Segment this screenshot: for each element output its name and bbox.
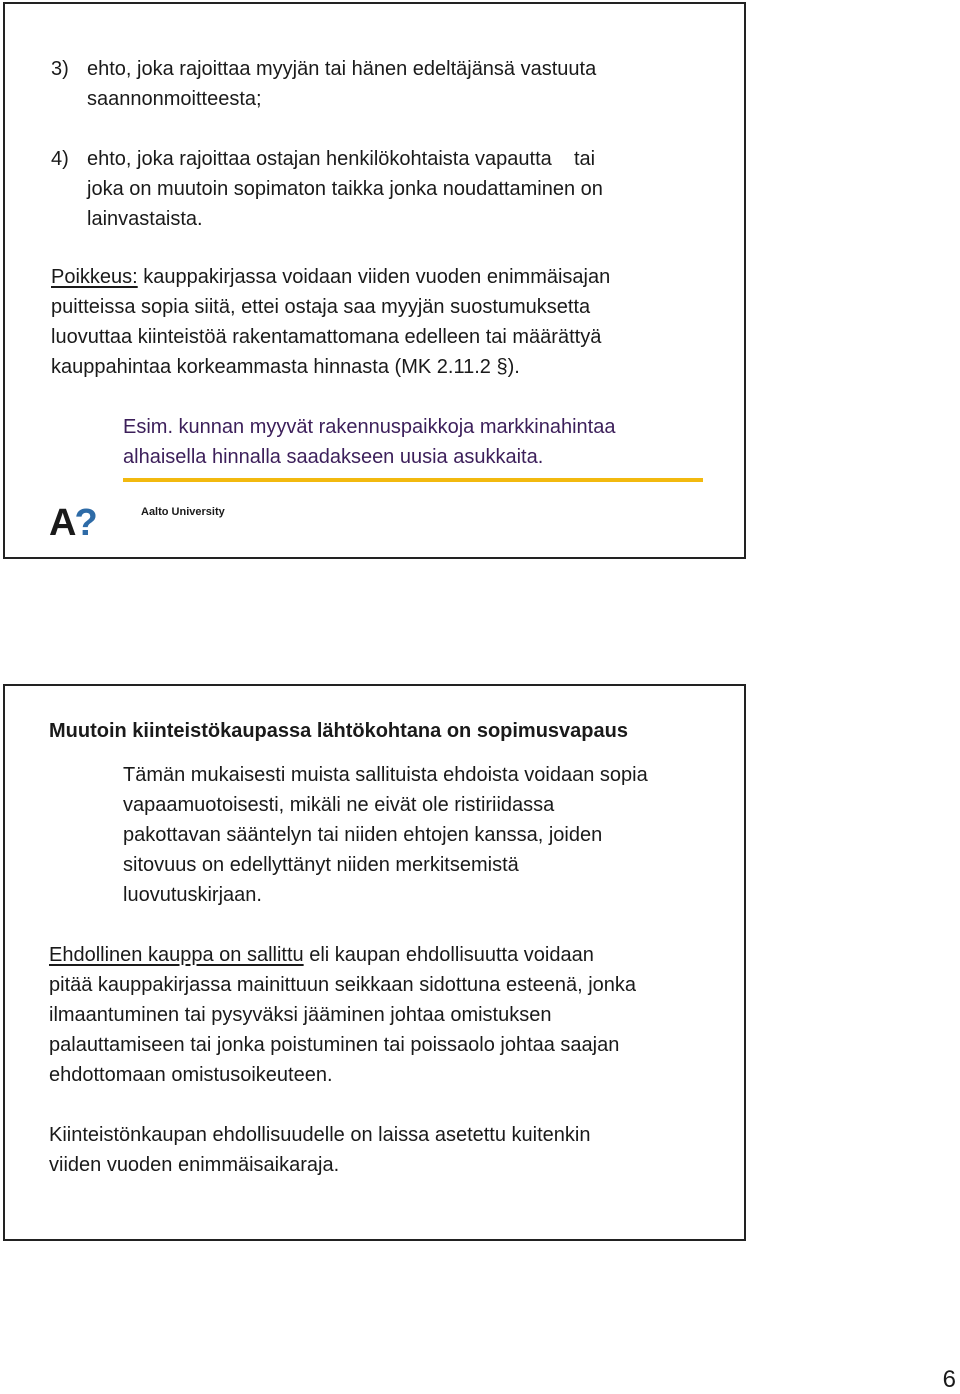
paragraph-line: ilmaantuminen tai pysyväksi jääminen johtaa omistuksen bbox=[49, 1004, 552, 1026]
slide-heading: Muutoin kiinteistökaupassa lähtökohtana on sopimusvapaus bbox=[49, 720, 628, 742]
list-line: lainvastaista. bbox=[87, 208, 203, 230]
paragraph-line: vapaamuotoisesti, mikäli ne eivät ole ristiriidassa bbox=[123, 794, 555, 816]
paragraph-line: pitää kauppakirjassa mainittuun seikkaan sidottuna esteenä, jonka bbox=[49, 974, 637, 996]
list-line: ehto, joka rajoittaa ostajan henkilökohtaista vapautta tai bbox=[87, 148, 596, 170]
paragraph-line: Tämän mukaisesti muista sallituista ehdoista voidaan sopia bbox=[123, 764, 648, 786]
paragraph-line: pakottavan sääntelyn tai niiden ehtojen kanssa, joiden bbox=[123, 824, 603, 846]
exception-line: luovuttaa kiinteistöä rakentamattomana edelleen tai määrättyä bbox=[51, 326, 602, 348]
list-line: joka on muutoin sopimaton taikka jonka noudattaminen on bbox=[87, 178, 603, 200]
paragraph-line: luovutuskirjaan. bbox=[123, 884, 262, 906]
paragraph-line: sitovuus on edellyttänyt niiden merkitsemistä bbox=[123, 854, 519, 876]
paragraph-text: eli kaupan ehdollisuutta voidaan bbox=[303, 944, 594, 966]
paragraph-line: palauttamiseen tai jonka poistuminen tai poissaolo johtaa saajan bbox=[49, 1034, 620, 1056]
exception-line: kauppahintaa korkeammasta hinnasta (MK 2.11.2 §). bbox=[51, 356, 520, 378]
list-number: 3) bbox=[51, 58, 69, 80]
logo-mark: A? bbox=[49, 502, 96, 544]
conditional-sale-label: Ehdollinen kauppa on sallittu bbox=[49, 944, 304, 966]
paragraph-line: Kiinteistönkaupan ehdollisuudelle on laissa asetettu kuitenkin bbox=[49, 1124, 591, 1146]
accent-divider bbox=[123, 478, 703, 482]
list-line: ehto, joka rajoittaa myyjän tai hänen edeltäjänsä vastuuta bbox=[87, 58, 597, 80]
list-line: saannonmoitteesta; bbox=[87, 88, 262, 110]
exception-label: Poikkeus: bbox=[51, 266, 138, 288]
example-line: Esim. kunnan myyvät rakennuspaikkoja markkinahintaa bbox=[123, 416, 616, 438]
paragraph-line: viiden vuoden enimmäisaikaraja. bbox=[49, 1154, 340, 1176]
logo-text: Aalto University bbox=[141, 506, 225, 518]
exception-line bbox=[51, 262, 610, 292]
paragraph-line bbox=[49, 940, 594, 970]
exception-text: kauppakirjassa voidaan viiden vuoden enimmäisajan bbox=[137, 266, 611, 288]
slide-2 bbox=[3, 684, 746, 1241]
exception-line: puitteissa sopia siitä, ettei ostaja saa myyjän suostumuksetta bbox=[51, 296, 591, 318]
paragraph-line: ehdottomaan omistusoikeuteen. bbox=[49, 1064, 333, 1086]
page-number: 6 bbox=[942, 1366, 956, 1393]
list-number: 4) bbox=[51, 148, 69, 170]
slide-1 bbox=[3, 2, 746, 559]
example-line: alhaisella hinnalla saadakseen uusia asukkaita. bbox=[123, 446, 544, 468]
